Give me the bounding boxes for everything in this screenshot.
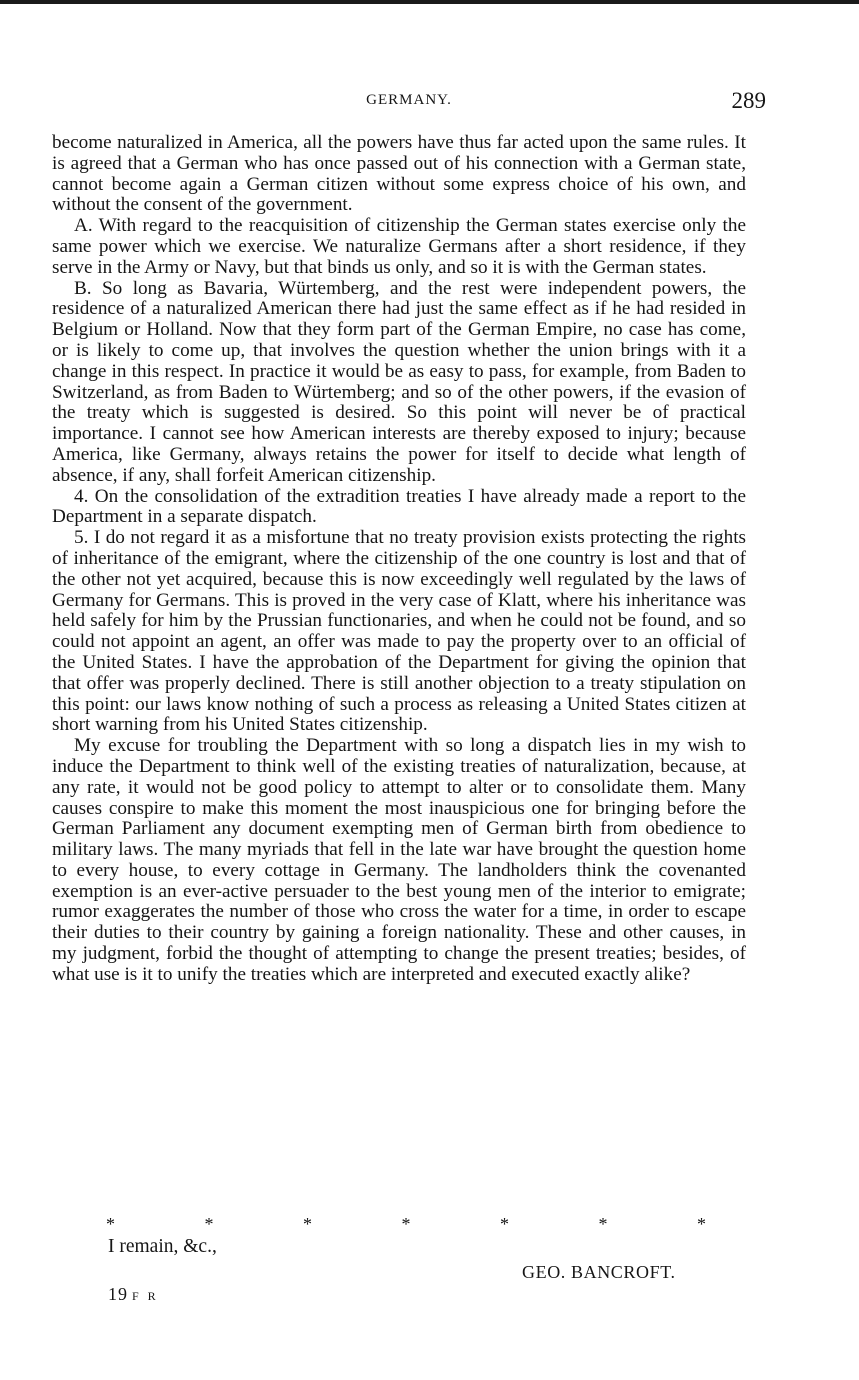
paragraph-b: B. So long as Bavaria, Würtemberg, and the rest were independent powers, the residence of a naturalized American there had just the same effect as if he had resided in Belgium or Holland. Now that they form part of the German Empire, no case has come, or is likely to come up, that involves the question whether the union brings with it a change in this respect. In practice it would be as easy to pass, for example, from Baden to Switzerland, as from Baden to Würtemberg; and so of the other powers, if the evasion of the treaty which is suggested is desired. So this point will never be of practical importance. I cannot see how American interests are thereby exposed to injury; because America, like Germany, always retains the power for itself to decide what length of absence, if any, shall forfeit American citizenship. [52, 277, 746, 486]
asterisk: * [500, 1214, 509, 1234]
asterisk-ellipsis [106, 1214, 706, 1235]
printer-signature-mark [108, 1284, 159, 1305]
paragraph-continuation: become naturalized in America, all the powers have thus far acted upon the same rules. It is agreed that a German who has once passed out of his connection with a German state, cannot become again a German citizen without some express choice of his own, and without the consent of the government. [52, 132, 746, 216]
asterisk: * [303, 1214, 312, 1234]
closing-salutation: I remain, &c., [108, 1236, 217, 1257]
running-head [52, 88, 766, 116]
asterisk: * [106, 1214, 115, 1234]
page-number: 289 [731, 88, 766, 113]
signature-mark-number: 19 [108, 1284, 128, 1304]
top-border-rule [0, 0, 859, 4]
signature-mark-letters: F R [132, 1289, 159, 1303]
signature: GEO. BANCROFT. [522, 1262, 676, 1282]
paragraph-excuse: My excuse for troubling the Department with so long a dispatch lies in my wish to induce the Department to think well of the existing treaties of naturalization, because, at any rate, it would not be good policy to attempt to alter or to consolidate them. Many causes conspire to make this moment the most inauspicious one for bringing before the German Parliament any document exempting men of German birth from obedience to military laws. The many myriads that fell in the late war have brought the question home to every house, to every cottage in Germany. The landholders think the covenanted exemption is an ever-active persuader to the best young men of the interior to emigrate; rumor exaggerates the number of those who cross the water for a time, in order to escape their duties to their country by gaining a foreign nationality. These and other causes, in my judgment, forbid the thought of attempting to change the present treaties; besides, of what use is it to unify the treaties which are interpreted and executed exactly alike? [52, 735, 746, 985]
body-text [52, 133, 746, 986]
running-title: GERMANY. [366, 92, 452, 108]
paragraph-5: 5. I do not regard it as a misfortune that no treaty provision exists protecting the rights of inheritance of the emigrant, where the citizenship of the one country is lost and that of the other not yet acquired, because this is now exceedingly well regulated by the laws of Germany for Germans. This is proved in the very case of Klatt, where his inheritance was held safely for him by the Prussian functionaries, and when he could not be found, and so could not appoint an agent, an offer was made to pay the property over to an official of the United States. I have the approbation of the Department for giving the opinion that that offer was properly declined. There is still another objection to a treaty stipulation on this point: our laws know nothing of such a process as releasing a United States citizen at short warning from his United States citizenship. [52, 527, 746, 736]
asterisk: * [697, 1214, 706, 1234]
asterisk: * [204, 1214, 214, 1234]
paragraph-4: 4. On the consolidation of the extradition treaties I have already made a report to the Department in a separate dispatch. [52, 485, 746, 528]
paragraph-a: A. With regard to the reacquisition of citizenship the German states exercise only the same power which we exercise. We naturalize Germans after a short residence, if they serve in the Army or Navy, but that binds us only, and so it is with the German states. [52, 215, 746, 278]
asterisk: * [401, 1214, 411, 1234]
asterisk: * [598, 1214, 608, 1234]
